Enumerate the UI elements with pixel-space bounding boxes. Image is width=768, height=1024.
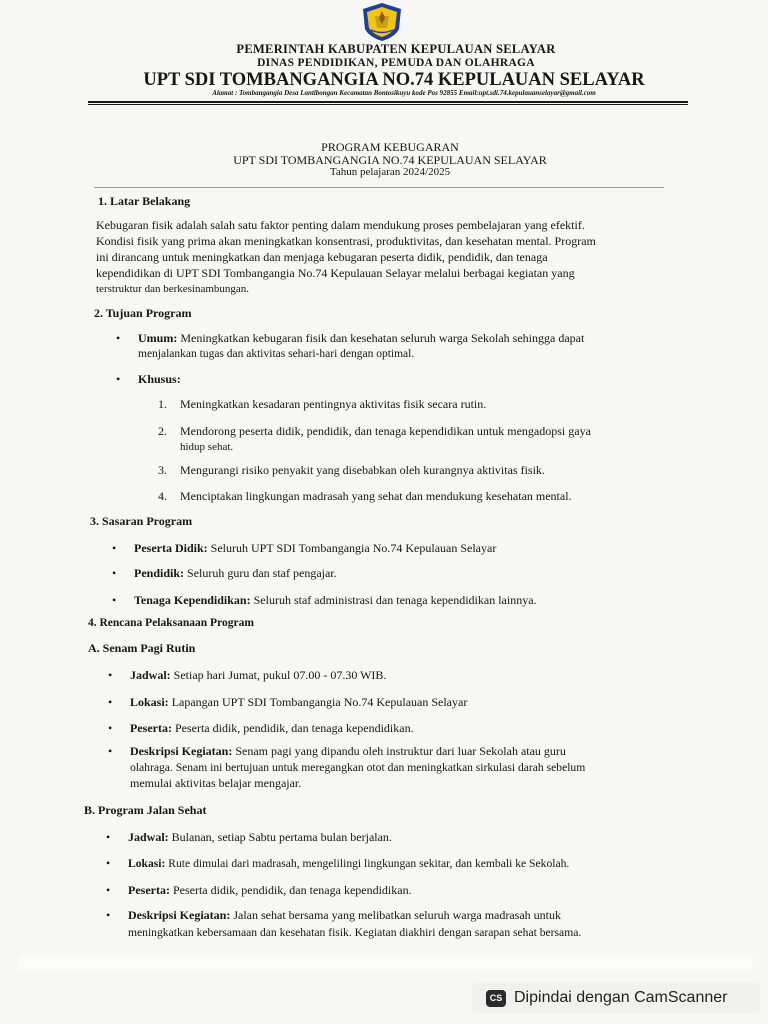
list-item: • Jadwal: Bulanan, setiap Sabtu pertama bulan berjalan. xyxy=(106,830,392,844)
letterhead-rule-thick xyxy=(88,101,688,103)
bullet-icon: • xyxy=(116,331,121,345)
list-item: • Lokasi: Rute dimulai dari madrasah, mengelilingi lingkungan sekitar, dan kembali ke Sekolah. xyxy=(106,856,570,870)
list-item: • Peserta: Peserta didik, pendidik, dan tenaga kependidikan. xyxy=(106,883,412,897)
section-heading-plan: 4. Rencana Pelaksanaan Program xyxy=(88,617,254,629)
bullet-icon: • xyxy=(108,695,113,709)
numbered-item-continuation: hidup sehat. xyxy=(180,441,234,453)
camscanner-watermark xyxy=(472,983,760,1013)
list-item-continuation: menjalankan tugas dan aktivitas sehari-hari dengan optimal. xyxy=(138,348,415,360)
list-item-continuation: olahraga. Senam ini bertujuan untuk meregangkan otot dan meningkatkan sirkulasi darah sebelum xyxy=(130,761,586,774)
letterhead-rule-thin xyxy=(88,104,688,105)
regency-crest-icon xyxy=(357,2,407,42)
bullet-icon: • xyxy=(106,883,111,897)
background-line: terstruktur dan berkesinambungan. xyxy=(96,283,250,295)
numbered-item: 3. Mengurangi risiko penyakit yang disebabkan oleh kurangnya aktivitas fisik. xyxy=(158,463,545,477)
section-heading-objectives: 2. Tujuan Program xyxy=(94,306,192,320)
list-item: • Khusus: xyxy=(116,372,181,386)
numbered-item: 4. Menciptakan lingkungan madrasah yang sehat dan mendukung kesehatan mental. xyxy=(158,489,572,503)
bullet-icon: • xyxy=(106,856,111,870)
camscanner-icon: CS xyxy=(486,990,506,1007)
section-heading-background: 1. Latar Belakang xyxy=(98,194,191,208)
bullet-icon: • xyxy=(116,372,121,386)
list-item-continuation: memulai aktivitas belajar mengajar. xyxy=(130,776,302,790)
list-item: • Jadwal: Setiap hari Jumat, pukul 07.00 - 07.30 WIB. xyxy=(108,668,387,682)
bullet-icon: • xyxy=(112,566,117,580)
list-item: • Deskripsi Kegiatan: Senam pagi yang dipandu oleh instruktur dari luar Sekolah atau guru xyxy=(108,744,566,758)
list-item: • Peserta: Peserta didik, pendidik, dan tenaga kependidikan. xyxy=(108,721,414,735)
list-item: • Umum: Meningkatkan kebugaran fisik dan kesehatan seluruh warga Sekolah sehingga dapat xyxy=(116,331,585,345)
document-subtitle: UPT SDI TOMBANGANGIA NO.74 KEPULAUAN SELAYAR xyxy=(233,153,547,167)
camscanner-text: Dipindai dengan CamScanner xyxy=(514,989,728,1006)
bullet-icon: • xyxy=(108,744,113,758)
bullet-icon: • xyxy=(106,908,111,922)
subsection-heading-senam: A. Senam Pagi Rutin xyxy=(88,641,196,655)
subsection-heading-jalan-sehat: B. Program Jalan Sehat xyxy=(84,803,207,817)
background-line: ini dirancang untuk meningkatkan dan menjaga kebugaran peserta didik, pendidik, dan tenaga xyxy=(96,250,548,264)
letterhead-government: PEMERINTAH KABUPATEN KEPULAUAN SELAYAR xyxy=(236,42,556,56)
list-item-continuation: meningkatkan kebersamaan dan kesehatan fisik. Kegiatan diakhiri dengan sarapan sehat bersama. xyxy=(128,926,582,939)
section-heading-targets: 3. Sasaran Program xyxy=(90,514,193,528)
bullet-icon: • xyxy=(112,541,117,555)
background-line: Kebugaran fisik adalah salah satu faktor penting dalam mendukung proses pembelajaran yang efektif. xyxy=(96,218,585,232)
bullet-icon: • xyxy=(108,721,113,735)
bullet-icon: • xyxy=(108,668,113,682)
list-item: • Lokasi: Lapangan UPT SDI Tombangangia No.74 Kepulauan Selayar xyxy=(108,695,468,709)
background-line: kependidikan di UPT SDI Tombangangia No.74 Kepulauan Selayar melalui berbagai kegiatan yang xyxy=(96,266,575,280)
letterhead-school-name: UPT SDI TOMBANGANGIA NO.74 KEPULAUAN SELAYAR xyxy=(143,70,645,90)
document-year: Tahun pelajaran 2024/2025 xyxy=(329,166,451,178)
list-item: • Tenaga Kependidikan: Seluruh staf administrasi dan tenaga kependidikan lainnya. xyxy=(112,593,537,607)
numbered-item: 1. Meningkatkan kesadaran pentingnya aktivitas fisik secara rutin. xyxy=(158,397,487,411)
scan-shadow-edge xyxy=(18,955,753,970)
bullet-icon: • xyxy=(112,593,117,607)
bullet-icon: • xyxy=(106,830,111,844)
background-line: Kondisi fisik yang prima akan meningkatkan konsentrasi, produktivitas, dan kesehatan mental. Program xyxy=(96,234,596,248)
title-divider xyxy=(94,187,664,188)
letterhead-address: Alamat : Tombangangia Desa Lantibongan Kecamatan Bontosikuyu kode Pos 92855 Email:upt.sdi.74.kepulauanselayar@gmail.com xyxy=(212,89,596,97)
list-item: • Pendidik: Seluruh guru dan staf pengajar. xyxy=(112,566,337,580)
list-item: • Deskripsi Kegiatan: Jalan sehat bersama yang melibatkan seluruh warga madrasah untuk xyxy=(106,908,562,922)
letterhead-department: DINAS PENDIDIKAN, PEMUDA DAN OLAHRAGA xyxy=(257,57,535,69)
list-item: • Peserta Didik: Seluruh UPT SDI Tombangangia No.74 Kepulauan Selayar xyxy=(112,541,497,555)
document-title: PROGRAM KEBUGARAN xyxy=(321,140,459,154)
numbered-item: 2. Mendorong peserta didik, pendidik, dan tenaga kependidikan untuk mengadopsi gaya xyxy=(158,424,591,438)
